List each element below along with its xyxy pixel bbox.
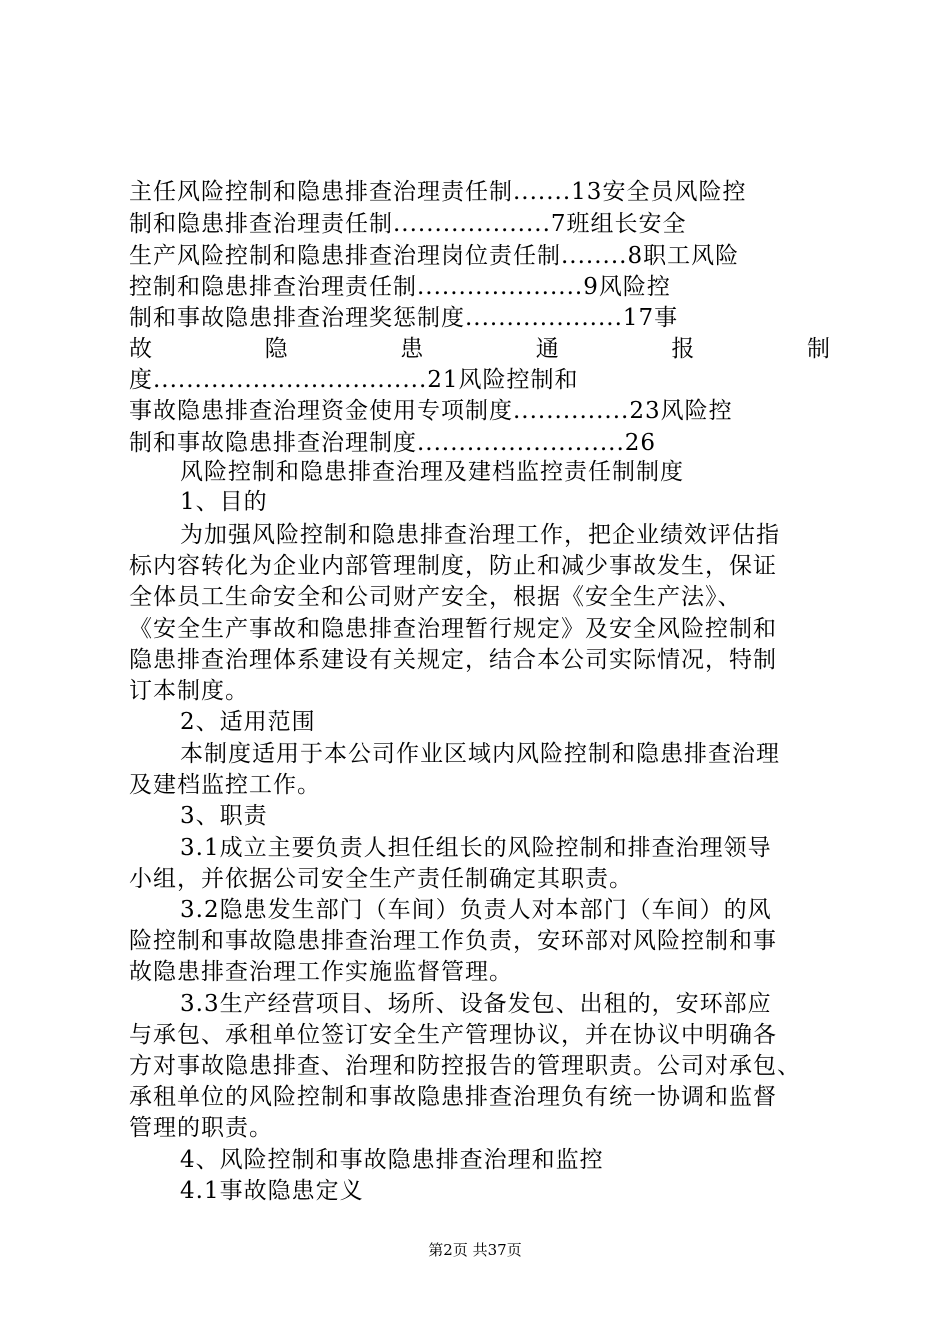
paragraph-line: 订本制度。 bbox=[129, 678, 249, 704]
toc-spread-char: 故 bbox=[129, 336, 153, 362]
paragraph-line: 故隐患排查治理工作实施监督管理。 bbox=[129, 959, 513, 985]
toc-spread-char: 隐 bbox=[264, 336, 289, 362]
section-title-scope: 2、适用范围 bbox=[180, 709, 316, 735]
toc-line: 主任风险控制和隐患排查治理责任制.......13安全员风险控 bbox=[129, 179, 747, 205]
subsection-title: 4.1事故隐患定义 bbox=[180, 1178, 364, 1204]
toc-line: 控制和隐患排查治理责任制....................9风险控 bbox=[129, 274, 671, 300]
paragraph-line: 3.3生产经营项目、场所、设备发包、出租的，安环部应 bbox=[180, 991, 772, 1017]
paragraph-line: 及建档监控工作。 bbox=[129, 772, 321, 798]
toc-line: 度.................................21风险控制和 bbox=[129, 367, 579, 393]
paragraph-line: 3.1成立主要负责人担任组长的风险控制和排查治理领导 bbox=[180, 835, 772, 861]
paragraph-line: 管理的职责。 bbox=[129, 1115, 273, 1141]
toc-line: 生产风险控制和隐患排查治理岗位责任制........8职工风险 bbox=[129, 243, 740, 269]
paragraph-line: 小组，并依据公司安全生产责任制确定其职责。 bbox=[129, 866, 633, 892]
toc-spread-char: 通 bbox=[535, 336, 560, 362]
paragraph-line: 承租单位的风险控制和事故隐患排查治理负有统一协调和监督 bbox=[129, 1084, 777, 1110]
paragraph-line: 全体员工生命安全和公司财产安全，根据《安全生产法》、 bbox=[129, 584, 742, 610]
paragraph-line: 险控制和事故隐患排查治理工作负责，安环部对风险控制和事 bbox=[129, 928, 777, 954]
toc-line: 制和隐患排查治理责任制...................7班组长安全 bbox=[129, 211, 687, 237]
paragraph-line: 《安全生产事故和隐患排查治理暂行规定》及安全风险控制和 bbox=[129, 616, 777, 642]
section-title-duties: 3、职责 bbox=[180, 803, 268, 829]
paragraph-line: 标内容转化为企业内部管理制度，防止和减少事故发生，保证 bbox=[129, 553, 777, 579]
toc-spread-char: 报 bbox=[671, 336, 696, 362]
toc-line: 制和事故隐患排查治理制度.........................26 bbox=[129, 430, 657, 456]
document-heading: 风险控制和隐患排查治理及建档监控责任制制度 bbox=[180, 459, 684, 485]
toc-spread-line bbox=[129, 333, 831, 365]
toc-line: 事故隐患排查治理资金使用专项制度..............23风险控 bbox=[129, 398, 733, 424]
page-footer: 第2页 共37页 bbox=[428, 1241, 522, 1259]
section-title-purpose: 1、目的 bbox=[180, 489, 268, 515]
paragraph-line: 本制度适用于本公司作业区域内风险控制和隐患排查治理 bbox=[180, 741, 780, 767]
paragraph-line: 为加强风险控制和隐患排查治理工作，把企业绩效评估指 bbox=[180, 522, 780, 548]
paragraph-line: 方对事故隐患排查、治理和防控报告的管理职责。公司对承包、 bbox=[129, 1053, 801, 1079]
toc-spread-char: 制 bbox=[806, 336, 831, 362]
paragraph-line: 与承包、承租单位签订安全生产管理协议，并在协议中明确各 bbox=[129, 1022, 777, 1048]
toc-spread-char: 患 bbox=[400, 336, 425, 362]
paragraph-line: 隐患排查治理体系建设有关规定，结合本公司实际情况，特制 bbox=[129, 647, 777, 673]
paragraph-line: 3.2隐患发生部门（车间）负责人对本部门（车间）的风 bbox=[180, 897, 772, 923]
section-title-control: 4、风险控制和事故隐患排查治理和监控 bbox=[180, 1147, 604, 1173]
toc-line: 制和事故隐患排查治理奖惩制度...................17事 bbox=[129, 305, 679, 331]
